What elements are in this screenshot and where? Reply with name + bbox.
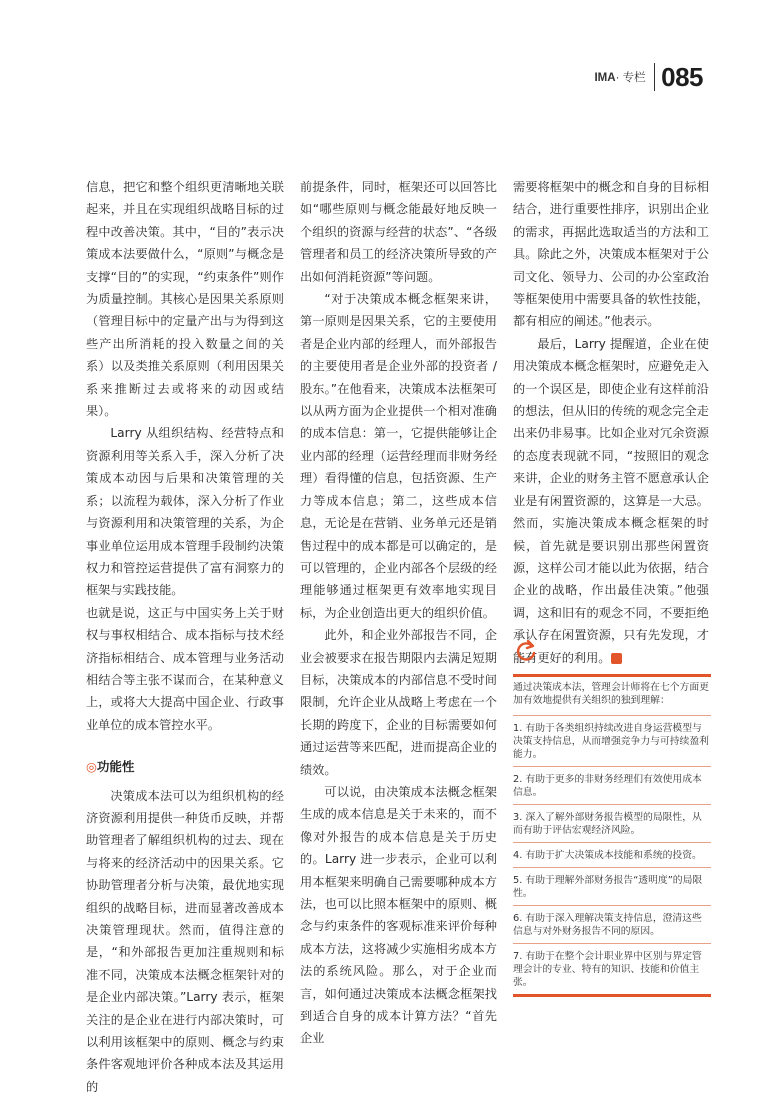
paragraph: 也就是说，这正与中国实务上关于财权与事权相结合、成本指标与技术经济指标相结合、成本管理与业务活动相结合等主张不谋而合，在某种意义上，或将大大提高中国企业、行政事业单位的成本管控水平。 [86,605,284,732]
paragraph: Larry 从组织结构、经营特点和资源利用等关系入手，深入分析了决策成本动因与后果和决策管理的关系；以流程为载体，深入分析了作业与资源利用和决策管理的关系，为企事业单位运用成本管理手段制约决策权力和管控运营提供了富有洞察力的框架与实践技能。 [86,426,284,598]
paragraph: 可以说，由决策成本法概念框架生成的成本信息是关于未来的，而不像对外报告的成本信息是关于历史的。Larry 进一步表示，企业可以利用本框架来明确自己需要哪种成本方法，也可以比照本框架中的原则、概念与约束条件的客观标准来评价每种成本方法，这将减少实施相劣成本方法的系统风险。那么，对于企业而言，如何通过决策成本法概念框架找到适合自身的成本计算方法？“首先企业 [300,784,497,1046]
refresh-arrow-icon [513,638,539,664]
paragraph: 需要将框架中的概念和自身的目标相结合，进行重要性排序，识别出企业的需求，再据此选取适当的方法和工具。除此之外，决策成本框架对于公司文化、领导力、公司的办公室政治等框架使用中需要具备的软性技能，都有相应的阐述。”他表示。 [513,180,709,329]
sidebar-intro: 通过决策成本法，管理会计师将在七个方面更加有效地提供有关组织的独到理解： [513,682,709,706]
section-heading: ◎功能性 [86,759,135,775]
page-number: 085 [661,61,703,92]
sidebar-list-item: 5. 有助于理解外部财务报告“透明度”的局限性。 [513,867,711,905]
header-divider [654,63,656,91]
paragraph: “对于决策成本概念框架来讲，第一原则是因果关系，它的主要使用者是企业内部的经理人，而外部报告的主要使用者是企业外部的投资者 / 股东。”在他看来，决策成本法框架可以从两方面为企业提供一个相对准确的成本信息：第一，它提供能够让企业内部的经理（运营经理而非财务经理）看得懂的信息，包括资源、生产力等成本信息；第二，这些成本信息，无论是在营销、业务单元还是销售过程中的成本都是可以确定的，是可以管理的，企业内部各个层级的经理能够通过框架更有效率地实现目标，为企业创造出更大的组织价值。 [300,292,497,620]
paragraph: 此外，和企业外部报告不同，企业会被要求在报告期限内去满足短期目标，决策成本的内部信息不受时间限制，允许企业从战略上考虑在一个长期的跨度下，企业的目标需要如何通过运营等来匹配，进而提高企业的绩效。 [300,628,497,777]
sidebar-list-item: 7. 有助于在整个会计职业界中区别与界定管理会计的专业、特有的知识、技能和价值主张。 [513,943,711,997]
header-brand: IMA· 专栏 [594,72,646,84]
end-mark-icon: ■ [611,653,622,664]
article-column-2 [300,176,497,1050]
paragraph: 前提条件，同时，框架还可以回答比如“哪些原则与概念能最好地反映一个组织的资源与经营的状态”、“各级管理者和员工的经济决策所导致的产出如何消耗资源”等问题。 [300,180,497,284]
section-marker-icon: ◎ [86,759,97,775]
paragraph: 最后，Larry 提醒道，企业在使用决策成本概念框架时，应避免走入的一个误区是，即使企业有这样前沿的想法，但从旧的传统的观念完全走出来仍非易事。比如企业对冗余资源的态度表现就不同，“按照旧的观念来讲，企业的财务主管不愿意承认企业是有闲置资源的，这算是一大忌。然而，实施决策成本概念框架的时候，首先就是要识别出那些闲置资源，这样公司才能以此为依据，结合企业的战略，作出最佳决策。”他强调，这和旧有的观念不同，不要拒绝承认存在闲置资源，只有先发现，才能有更好的利用。 ■ [513,336,709,665]
sidebar-list-item: 4. 有助于扩大决策成本技能和系统的投资。 [513,842,711,867]
page-header [594,62,703,92]
article-column-1 [86,176,284,1098]
sidebar-top-bar [513,674,711,677]
sidebar-list-item: 2. 有助于更多的非财务经理们有效使用成本信息。 [513,766,711,804]
article-column-3 [513,176,709,669]
paragraph: 决策成本法可以为组织机构的经济资源利用提供一种货币反映，并帮助管理者了解组织机构的过去、现在与将来的经济活动中的因果关系。它协助管理者分析与决策，最优地实现组织的战略目标，进而显著改善成本决策管理现状。然而，值得注意的是，“和外部报告更加注重规则和标准不同，决策成本法概念框架针对的是企业内部决策。”Larry 表示，框架关注的是企业在进行内部决策时，可以利用该框架中的原则、概念与约束条件客观地评价各种成本法及其运用的 [86,788,284,1094]
sidebar-list-item: 1. 有助于各类组织持续改进自身运营模型与决策支持信息，从而增强竞争力与可持续盈利能力。 [513,715,711,766]
paragraph: 信息，把它和整个组织更清晰地关联起来，并且在实现组织战略目标的过程中改善决策。其中，“目的”表示决策成本法要做什么，“原则”与概念是支撑“目的”的实现，“约束条件”则作为质量控制。其核心是因果关系原则（管理目标中的定量产出与为得到这些产出所消耗的投入数量之间的关系）以及类推关系原则（利用因果关系来推断过去或将来的动因或结果）。 [86,180,284,419]
sidebar-list-item: 3. 深入了解外部财务报告模型的局限性，从而有助于评估宏观经济风险。 [513,804,711,842]
sidebar-list-item: 6. 有助于深入理解决策支持信息，澄清这些信息与对外财务报告不同的原因。 [513,905,711,943]
sidebar-box [513,638,711,997]
